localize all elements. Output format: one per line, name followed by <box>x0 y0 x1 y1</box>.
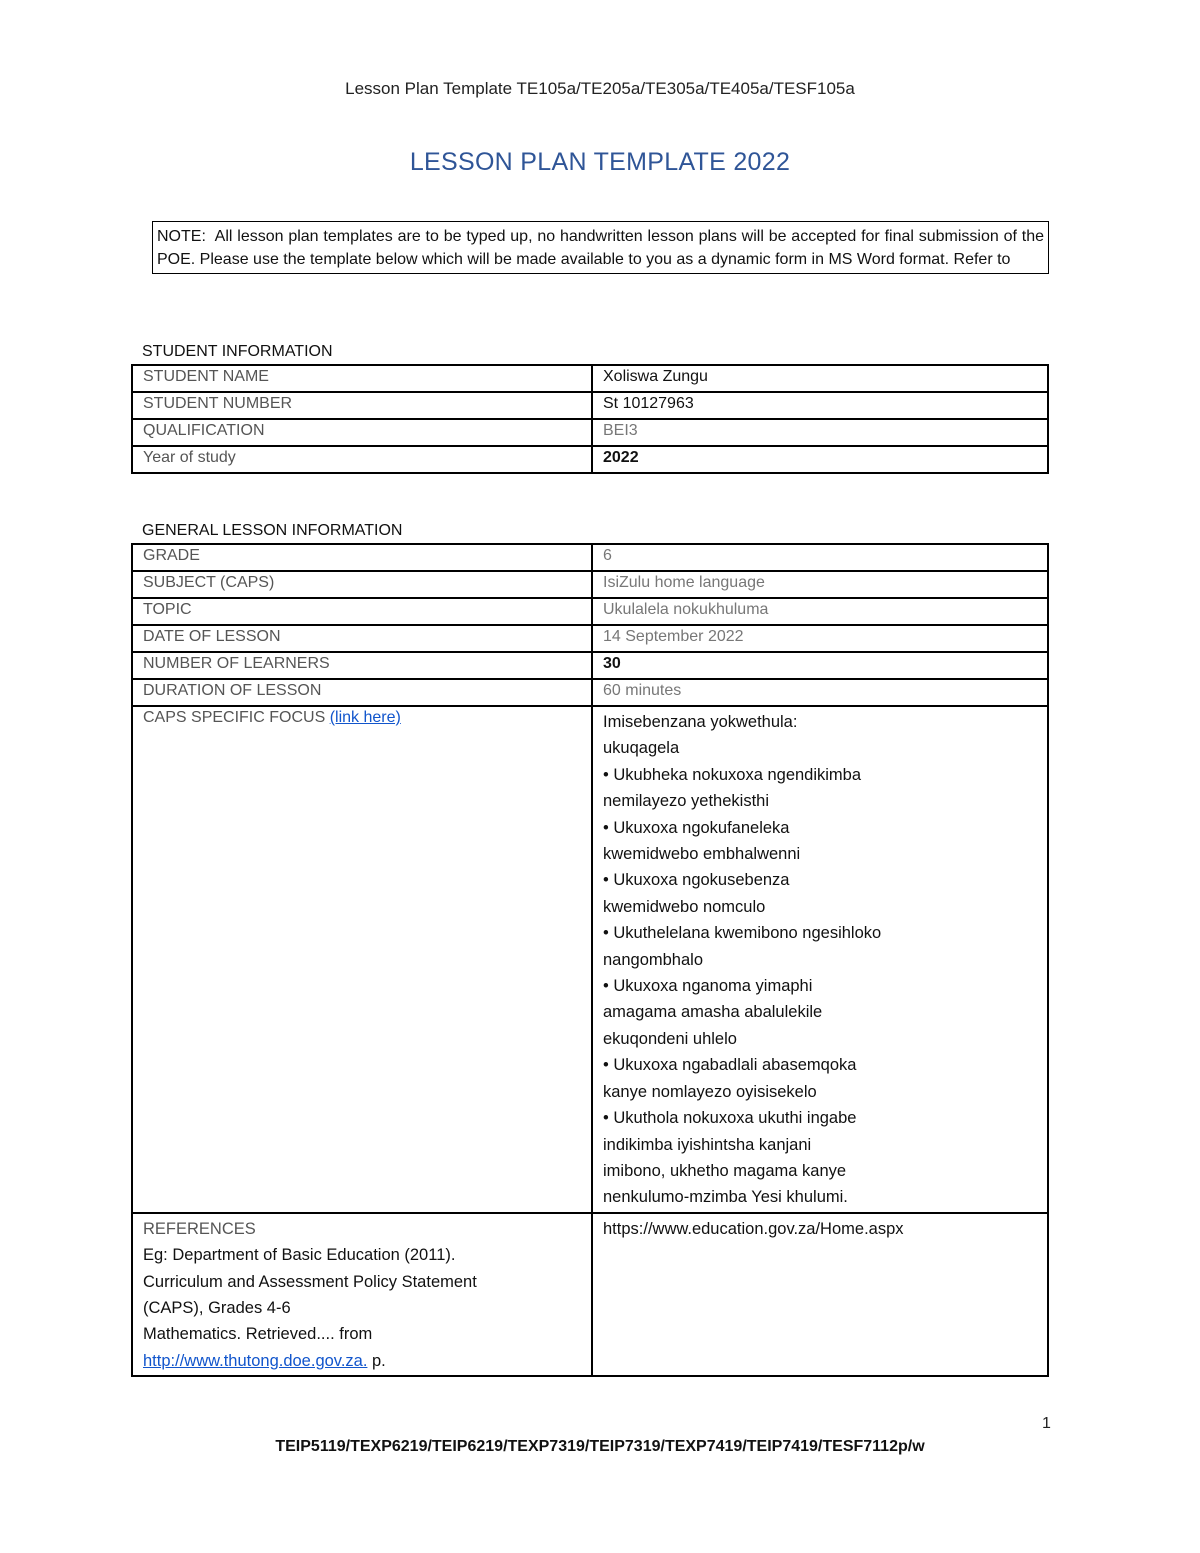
duration-label: DURATION OF LESSON <box>132 679 592 706</box>
caps-focus-value[interactable] <box>592 706 1048 1213</box>
table-row <box>132 392 1048 419</box>
reference-link-line <box>143 1348 581 1374</box>
references-label-cell <box>132 1213 592 1376</box>
reference-line: (CAPS), Grades 4-6 <box>143 1298 291 1317</box>
student-info-table <box>131 364 1049 474</box>
topic-value[interactable]: Ukulalela nokukhuluma <box>592 598 1048 625</box>
focus-line: • Ukubheka nokuxoxa ngendikimba <box>603 765 862 784</box>
reference-link-suffix: p. <box>367 1351 386 1370</box>
general-info-heading: GENERAL LESSON INFORMATION <box>142 522 403 539</box>
table-row <box>132 652 1048 679</box>
subject-value[interactable]: IsiZulu home language <box>592 571 1048 598</box>
date-label: DATE OF LESSON <box>132 625 592 652</box>
qualification-label: QUALIFICATION <box>132 419 592 446</box>
references-label: REFERENCES <box>143 1219 256 1238</box>
focus-line: nemilayezo yethekisthi <box>603 792 769 811</box>
table-row <box>132 446 1048 473</box>
note-label: NOTE: <box>157 228 206 245</box>
caps-focus-link[interactable]: (link here) <box>329 709 401 726</box>
focus-line: kwemidwebo nomculo <box>603 897 766 916</box>
table-row <box>132 598 1048 625</box>
focus-line: • Ukuxoxa ngokusebenza <box>603 871 790 890</box>
student-name-value[interactable]: Xoliswa Zungu <box>592 365 1048 392</box>
caps-focus-label: CAPS SPECIFIC FOCUS <box>143 709 326 726</box>
focus-line: imibono, ukhetho magama kanye <box>603 1161 847 1180</box>
focus-line: • Ukuthelelana kwemibono ngesihloko <box>603 924 882 943</box>
page-footer: TEIP5119/TEXP6219/TEIP6219/TEXP7319/TEIP7319/TEXP7419/TEIP7419/TESF7112p/w <box>275 1438 925 1455</box>
table-row <box>132 706 1048 1213</box>
caps-focus-label-cell <box>132 706 592 1213</box>
focus-line: • Ukuxoxa ngokufaneleka <box>603 818 790 837</box>
focus-line: • Ukuthola nokuxoxa ukuthi ingabe <box>603 1109 857 1128</box>
focus-line: • Ukuxoxa nganoma yimaphi <box>603 977 813 996</box>
references-url: https://www.education.gov.za/Home.aspx <box>603 1219 904 1238</box>
student-number-value[interactable]: St 10127963 <box>592 392 1048 419</box>
learners-label: NUMBER OF LEARNERS <box>132 652 592 679</box>
focus-line: ekuqondeni uhlelo <box>603 1029 737 1048</box>
table-row <box>132 365 1048 392</box>
year-of-study-label: Year of study <box>132 446 592 473</box>
topic-label: TOPIC <box>132 598 592 625</box>
table-row <box>132 625 1048 652</box>
focus-line: Imisebenzana yokwethula: <box>603 713 798 731</box>
table-row <box>132 419 1048 446</box>
note-text: All lesson plan templates are to be typed up, no handwritten lesson plans will be accepted for final submission of the POE. Please use the template below which will be made available to you as a dynamic form in MS Word format. Refer to <box>157 228 1044 268</box>
student-number-label: STUDENT NUMBER <box>132 392 592 419</box>
year-of-study-value[interactable]: 2022 <box>592 446 1048 473</box>
date-value[interactable]: 14 September 2022 <box>592 625 1048 652</box>
learners-value[interactable]: 30 <box>592 652 1048 679</box>
qualification-value[interactable]: BEI3 <box>592 419 1048 446</box>
student-info-heading: STUDENT INFORMATION <box>142 343 333 360</box>
table-row <box>132 571 1048 598</box>
page-header: Lesson Plan Template TE105a/TE205a/TE305a/TE405a/TESF105a <box>345 79 855 98</box>
reference-line: Mathematics. Retrieved.... from <box>143 1325 373 1344</box>
reference-line: Curriculum and Assessment Policy Statement <box>143 1272 477 1291</box>
duration-value[interactable]: 60 minutes <box>592 679 1048 706</box>
focus-line: • Ukuxoxa ngabadlali abasemqoka <box>603 1056 857 1075</box>
focus-line: kwemidwebo embhalwenni <box>603 845 801 864</box>
focus-line: amagama amasha abalulekile <box>603 1003 823 1022</box>
subject-label: SUBJECT (CAPS) <box>132 571 592 598</box>
focus-line: kanye nomlayezo oyisisekelo <box>603 1082 817 1101</box>
student-name-label: STUDENT NAME <box>132 365 592 392</box>
focus-line: indikimba iyishintsha kanjani <box>603 1135 812 1154</box>
document-title: LESSON PLAN TEMPLATE 2022 <box>409 148 791 176</box>
note-box <box>152 221 1049 274</box>
table-row <box>132 1213 1048 1376</box>
grade-value[interactable]: 6 <box>592 544 1048 571</box>
table-row <box>132 544 1048 571</box>
thutong-link[interactable]: http://www.thutong.doe.gov.za. <box>143 1351 368 1370</box>
focus-line: nangombhalo <box>603 950 703 969</box>
grade-label: GRADE <box>132 544 592 571</box>
general-info-table <box>131 543 1049 1377</box>
reference-line: Eg: Department of Basic Education (2011). <box>143 1246 456 1265</box>
references-value[interactable] <box>592 1213 1048 1376</box>
page-number: 1 <box>1042 1415 1051 1432</box>
table-row <box>132 679 1048 706</box>
focus-line: nenkulumo-mzimba Yesi khulumi. <box>603 1188 848 1207</box>
focus-line: ukuqagela <box>603 739 680 758</box>
